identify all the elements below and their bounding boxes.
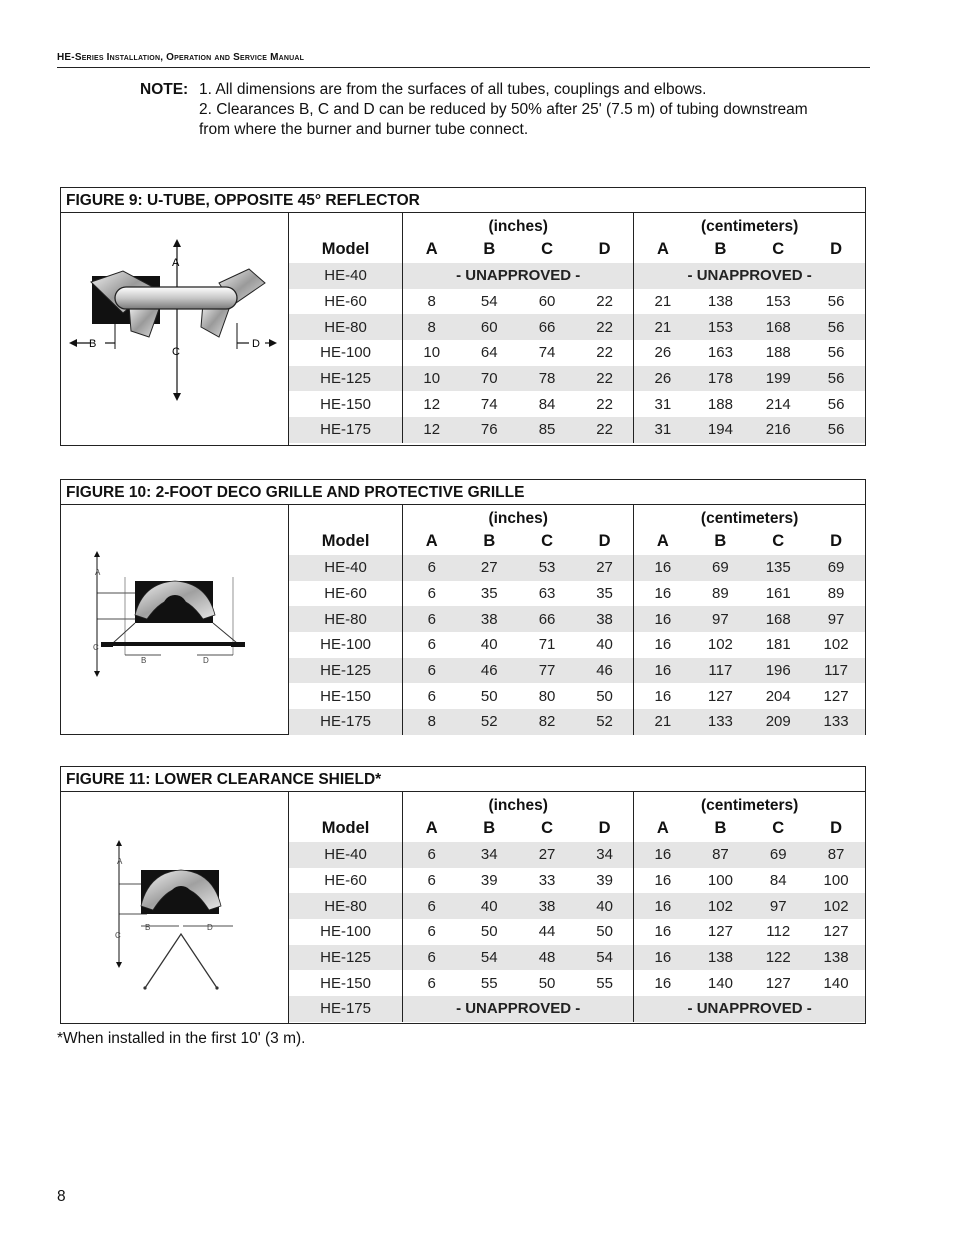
unapproved-cell: - UNAPPROVED -	[634, 263, 865, 289]
cm-value: 21	[634, 709, 692, 735]
inch-value: 10	[403, 366, 461, 392]
cm-value: 127	[765, 974, 791, 992]
header-rule	[57, 67, 870, 68]
cm-value: 102	[807, 893, 865, 919]
cm-value: 16	[634, 683, 692, 709]
inch-value: 40	[480, 636, 498, 654]
inch-value: 6	[403, 945, 461, 971]
running-header: HE-Series Installation, Operation and Service Manual	[57, 52, 305, 63]
cm-value: 168	[749, 606, 807, 632]
inch-value: 33	[538, 872, 556, 890]
inch-value: 50	[596, 923, 613, 941]
units-centimeters: (centimeters)	[634, 213, 865, 236]
inch-value: 8	[403, 314, 461, 340]
inch-value: 27	[576, 555, 634, 581]
table-row	[289, 945, 865, 971]
model-cell: HE-40	[289, 842, 403, 868]
column-header-a: A	[403, 236, 461, 263]
figure-11	[60, 766, 866, 1024]
model-cell: HE-60	[324, 872, 367, 890]
table-row	[289, 868, 865, 894]
column-header-b: B	[483, 240, 496, 258]
cm-value: 163	[707, 344, 733, 362]
units-inches: (inches)	[403, 505, 634, 528]
dimension-label-c: C	[93, 643, 99, 652]
cm-value: 102	[823, 636, 849, 654]
column-header-b: B	[714, 240, 727, 258]
inch-value: 38	[518, 893, 576, 919]
figure-9	[60, 187, 866, 446]
inch-value: 44	[538, 923, 556, 941]
cm-value: 100	[823, 872, 849, 890]
inch-value: 6	[403, 658, 461, 684]
dimensions-table	[289, 505, 865, 735]
model-cell: HE-100	[320, 923, 371, 941]
model-cell: HE-100	[320, 636, 371, 654]
model-cell: HE-60	[324, 293, 367, 311]
figure-10	[60, 479, 866, 735]
dimension-label-c: C	[115, 931, 121, 940]
inch-value: 22	[596, 344, 613, 362]
inch-value: 6	[403, 919, 461, 945]
column-header-d: D	[830, 240, 843, 258]
cm-value: 56	[827, 344, 845, 362]
column-header-c: C	[541, 532, 553, 550]
table-row	[289, 581, 865, 607]
cm-value: 69	[691, 555, 749, 581]
column-header-b: B	[714, 532, 727, 550]
model-cell: HE-125	[289, 658, 403, 684]
table-row	[289, 996, 865, 1022]
cm-value: 168	[749, 314, 807, 340]
model-cell: HE-175	[289, 996, 403, 1022]
cm-value: 199	[749, 366, 807, 392]
dimension-label-b: B	[89, 338, 97, 350]
inch-value: 46	[576, 658, 634, 684]
cm-value: 138	[707, 293, 733, 311]
cm-value: 97	[807, 606, 865, 632]
model-cell: HE-150	[320, 974, 371, 992]
cm-value: 122	[749, 945, 807, 971]
model-cell: HE-80	[289, 893, 403, 919]
column-header-d: D	[830, 532, 843, 550]
inch-value: 50	[596, 687, 613, 705]
inch-value: 38	[576, 606, 634, 632]
inch-value: 6	[403, 970, 461, 996]
cm-value: 16	[634, 945, 692, 971]
cm-value: 16	[634, 868, 692, 894]
column-header-d: D	[598, 819, 611, 837]
cm-value: 188	[765, 344, 791, 362]
inch-value: 8	[403, 709, 461, 735]
column-header-b: B	[483, 532, 496, 550]
inch-value: 40	[596, 636, 613, 654]
table-row	[289, 709, 865, 735]
column-header-a: A	[403, 815, 461, 842]
cm-value: 181	[765, 636, 791, 654]
inch-value: 48	[518, 945, 576, 971]
unapproved-cell: - UNAPPROVED -	[403, 263, 634, 289]
inch-value: 34	[576, 842, 634, 868]
cm-value: 16	[634, 606, 692, 632]
table-row	[289, 366, 865, 392]
cm-value: 56	[807, 417, 865, 443]
footnote: *When installed in the first 10' (3 m).	[57, 1030, 306, 1047]
cm-value: 56	[827, 293, 845, 311]
lower-clearance-shield-illustration	[61, 792, 288, 1023]
inch-value: 74	[480, 395, 498, 413]
cm-value: 84	[769, 872, 787, 890]
table-row	[289, 683, 865, 709]
cm-value: 127	[823, 687, 849, 705]
deco-grille-diagram	[61, 505, 289, 734]
inch-value: 22	[596, 395, 613, 413]
inch-value: 6	[403, 581, 461, 607]
cm-value: 21	[634, 289, 692, 315]
inch-value: 82	[518, 709, 576, 735]
table-row	[289, 658, 865, 684]
column-header-c: C	[772, 240, 785, 258]
cm-value: 56	[827, 395, 845, 413]
inch-value: 6	[403, 632, 461, 658]
cm-value: 89	[712, 585, 729, 603]
inch-value: 40	[576, 893, 634, 919]
inch-value: 50	[538, 974, 556, 992]
cm-value: 112	[766, 923, 791, 941]
inch-value: 64	[480, 344, 498, 362]
inch-value: 55	[480, 974, 498, 992]
dimension-label-a: A	[172, 257, 180, 269]
dimensions-table	[289, 792, 865, 1022]
inch-value: 52	[460, 709, 518, 735]
table-row	[289, 970, 865, 996]
column-header-c: C	[772, 532, 785, 550]
cm-value: 138	[807, 945, 865, 971]
inch-value: 22	[576, 366, 634, 392]
cm-value: 127	[707, 687, 733, 705]
cm-value: 133	[691, 709, 749, 735]
inch-value: 78	[518, 366, 576, 392]
inch-value: 6	[403, 868, 461, 894]
cm-value: 69	[749, 842, 807, 868]
inch-value: 74	[538, 344, 556, 362]
model-cell: HE-60	[324, 585, 367, 603]
figure-body	[61, 792, 865, 1023]
dimension-label-b: B	[141, 656, 147, 665]
inch-value: 85	[518, 417, 576, 443]
inch-value: 12	[403, 417, 461, 443]
cm-value: 97	[749, 893, 807, 919]
cm-value: 138	[692, 945, 750, 971]
inch-value: 39	[480, 872, 498, 890]
table-row	[289, 842, 865, 868]
inch-value: 60	[460, 314, 518, 340]
figure-body	[61, 505, 865, 734]
cm-value: 140	[707, 974, 733, 992]
note-line: 1. All dimensions are from the surfaces of all tubes, couplings and elbows.	[199, 81, 707, 98]
inch-value: 34	[460, 842, 518, 868]
dimension-label-a: A	[95, 568, 101, 577]
cm-value: 117	[807, 658, 865, 684]
cm-value: 214	[765, 395, 791, 413]
cm-value: 216	[749, 417, 807, 443]
column-header-d: D	[598, 532, 611, 550]
table-row	[289, 893, 865, 919]
table-row	[289, 391, 865, 417]
table-row	[289, 314, 865, 340]
units-inches: (inches)	[403, 213, 634, 236]
cm-value: 133	[807, 709, 865, 735]
model-cell: HE-175	[289, 417, 403, 443]
note-lines	[199, 80, 879, 140]
dimension-label-d: D	[207, 923, 213, 932]
cm-value: 56	[807, 314, 865, 340]
cm-value: 100	[707, 872, 733, 890]
column-header-model: Model	[321, 532, 370, 550]
cm-value: 16	[634, 555, 692, 581]
inch-value: 6	[403, 842, 461, 868]
inch-value: 80	[538, 687, 556, 705]
inch-value: 60	[538, 293, 556, 311]
column-header-a: A	[634, 815, 692, 842]
inch-value: 22	[596, 293, 613, 311]
table-row	[289, 919, 865, 945]
inch-value: 50	[480, 687, 498, 705]
inch-value: 70	[460, 366, 518, 392]
units-inches: (inches)	[403, 792, 634, 815]
cm-value: 31	[634, 417, 692, 443]
u-tube-reflector-illustration	[61, 213, 288, 445]
cm-value: 117	[691, 658, 749, 684]
cm-value: 140	[823, 974, 849, 992]
cm-value: 97	[691, 606, 749, 632]
inch-value: 6	[403, 893, 461, 919]
table-row	[289, 555, 865, 581]
dimension-label-d: D	[203, 656, 209, 665]
inch-value: 53	[518, 555, 576, 581]
cm-value: 153	[692, 314, 750, 340]
note-line: from where the burner and burner tube connect.	[199, 121, 529, 138]
inch-value: 52	[576, 709, 634, 735]
cm-value: 26	[634, 366, 692, 392]
inch-value: 22	[576, 314, 634, 340]
column-header-d: D	[598, 240, 611, 258]
inch-value: 6	[403, 555, 461, 581]
lower-clearance-shield-diagram	[61, 792, 289, 1023]
table-row	[289, 263, 865, 289]
inch-value: 66	[518, 314, 576, 340]
unapproved-cell: - UNAPPROVED -	[634, 996, 865, 1022]
unapproved-cell: - UNAPPROVED -	[403, 996, 634, 1022]
inch-value: 40	[460, 893, 518, 919]
model-cell: HE-40	[289, 263, 403, 289]
inch-value: 55	[596, 974, 613, 992]
cm-value: 204	[765, 687, 791, 705]
column-header-a: A	[403, 528, 461, 555]
inch-value: 6	[403, 606, 461, 632]
units-centimeters: (centimeters)	[634, 792, 865, 815]
inch-value: 35	[596, 585, 613, 603]
cm-value: 87	[807, 842, 865, 868]
cm-value: 16	[634, 970, 692, 996]
cm-value: 188	[707, 395, 733, 413]
inch-value: 46	[460, 658, 518, 684]
model-cell: HE-125	[289, 945, 403, 971]
dimension-label-c: C	[172, 346, 180, 358]
model-cell: HE-40	[289, 555, 403, 581]
inch-value: 38	[460, 606, 518, 632]
column-header-model: Model	[321, 819, 370, 837]
inch-value: 12	[403, 391, 461, 417]
cm-value: 135	[749, 555, 807, 581]
inch-value: 76	[460, 417, 518, 443]
cm-value: 56	[807, 366, 865, 392]
figure-body	[61, 213, 865, 445]
dimension-label-d: D	[252, 338, 260, 350]
inch-value: 6	[403, 683, 461, 709]
table-row	[289, 606, 865, 632]
page-number: 8	[57, 1188, 66, 1205]
column-header-a: A	[634, 528, 692, 555]
cm-value: 69	[807, 555, 865, 581]
table-row	[289, 289, 865, 315]
figure-title: FIGURE 11: LOWER CLEARANCE SHIELD*	[61, 767, 865, 792]
inch-value: 27	[460, 555, 518, 581]
cm-value: 21	[634, 314, 692, 340]
table-row	[289, 417, 865, 443]
cm-value: 161	[765, 585, 791, 603]
inch-value: 54	[480, 293, 498, 311]
cm-value: 153	[765, 293, 791, 311]
u-tube-reflector-diagram	[61, 213, 289, 445]
cm-value: 16	[634, 842, 692, 868]
inch-value: 63	[538, 585, 556, 603]
cm-value: 16	[634, 658, 692, 684]
column-header-c: C	[541, 819, 554, 837]
inch-value: 27	[518, 842, 576, 868]
note-label: NOTE:	[140, 81, 189, 98]
column-header-a: A	[634, 236, 692, 263]
table-row	[289, 632, 865, 658]
cm-value: 16	[634, 581, 692, 607]
inch-value: 66	[518, 606, 576, 632]
cm-value: 16	[634, 632, 692, 658]
inch-value: 8	[403, 289, 461, 315]
column-header-c: C	[772, 819, 785, 837]
inch-value: 54	[576, 945, 634, 971]
model-cell: HE-150	[320, 687, 371, 705]
model-cell: HE-100	[320, 344, 371, 362]
cm-value: 127	[707, 923, 733, 941]
figure-title: FIGURE 9: U-TUBE, OPPOSITE 45° REFLECTOR	[61, 188, 865, 213]
cm-value: 16	[634, 919, 692, 945]
model-cell: HE-80	[289, 314, 403, 340]
cm-value: 26	[634, 340, 692, 366]
units-centimeters: (centimeters)	[634, 505, 865, 528]
cm-value: 209	[749, 709, 807, 735]
dimensions-table	[289, 213, 865, 443]
inch-value: 71	[538, 636, 556, 654]
dimension-label-a: A	[117, 857, 123, 866]
inch-value: 22	[576, 417, 634, 443]
cm-value: 178	[692, 366, 750, 392]
inch-value: 35	[480, 585, 498, 603]
column-header-b: B	[714, 819, 727, 837]
cm-value: 102	[692, 893, 750, 919]
model-cell: HE-125	[289, 366, 403, 392]
cm-value: 31	[634, 391, 692, 417]
inch-value: 39	[596, 872, 613, 890]
inch-value: 77	[518, 658, 576, 684]
model-cell: HE-175	[289, 709, 403, 735]
column-header-b: B	[483, 819, 496, 837]
cm-value: 102	[707, 636, 733, 654]
model-cell: HE-150	[320, 395, 371, 413]
cm-value: 196	[749, 658, 807, 684]
dimension-label-b: B	[145, 923, 151, 932]
figure-title: FIGURE 10: 2-FOOT DECO GRILLE AND PROTECTIVE GRILLE	[61, 480, 865, 505]
cm-value: 89	[827, 585, 845, 603]
column-header-d: D	[830, 819, 843, 837]
inch-value: 84	[538, 395, 556, 413]
inch-value: 50	[480, 923, 498, 941]
column-header-c: C	[541, 240, 554, 258]
cm-value: 194	[692, 417, 750, 443]
cm-value: 87	[692, 842, 750, 868]
cm-value: 127	[823, 923, 849, 941]
inch-value: 54	[460, 945, 518, 971]
column-header-model: Model	[321, 240, 370, 258]
table-row	[289, 340, 865, 366]
cm-value: 16	[634, 893, 692, 919]
deco-grille-illustration	[61, 505, 288, 734]
inch-value: 10	[403, 340, 461, 366]
model-cell: HE-80	[289, 606, 403, 632]
note-line: 2. Clearances B, C and D can be reduced by 50% after 25' (7.5 m) of tubing downstream	[199, 101, 808, 118]
